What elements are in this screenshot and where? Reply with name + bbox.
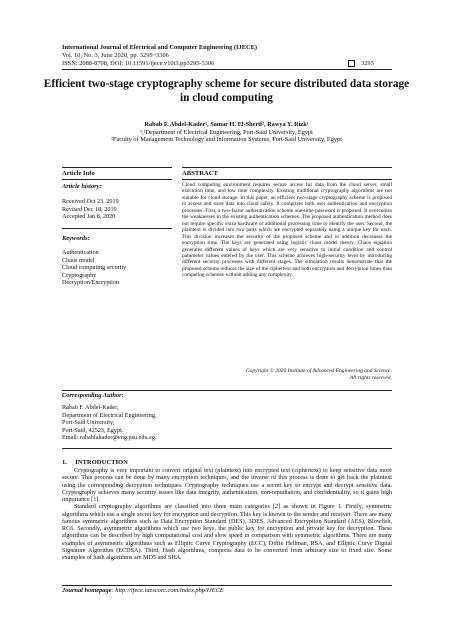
abstract-heading: ABSTRACT xyxy=(182,170,218,177)
article-info-rule xyxy=(62,179,172,180)
square-icon xyxy=(348,60,355,67)
keyword-item: Cloud computing security xyxy=(62,264,127,271)
corresponding-city: Port-Said, 42523, Egypt. xyxy=(62,426,124,434)
copyright-line-2: All rights reserved. xyxy=(349,374,392,381)
affiliation-1: ¹,²Department of Electrical Engineering, Port-Said University, Egypt xyxy=(140,128,313,136)
journal-name: International Journal of Electrical and Computer Engineering (IJECE) xyxy=(62,44,257,51)
page-number: 3295 xyxy=(361,60,374,67)
author-names: Rabab F. Abdel-Kader¹, Samar H. El-Sherif², Rawya Y. Rizk¹ xyxy=(144,121,309,128)
abstract-text: Cloud computing environment requires secure access for data from the cloud server, small execution time, and low time complexity. Existing traditional cryptography algorithms are not suitable for cloud storage. In this paper, an efficient two-stage cryptography scheme is proposed to access and store data into cloud safely. It comprises both user authentication and encryption processes. First, a two-factor authentication scheme one-time password is proposed. It overcomes the weaknesses in the existing authentication schemes. The proposed authentication method does not require specific extra hardware or additional processing time to identify the user. Second, the plaintext is divided into two parts which are encrypted separately using a unique key for each. This division increases the security of the proposed scheme and in addition decreases the encryption time. The keys are generated using logistic chaos model theory. Chaos equation generates different values of keys which are very sensitive to initial condition and control parameter values entered by the user. This scheme achieves high-security level by introducing different security processes with different stages. The simulation results demonstrate that the proposed scheme reduces the size of the ciphertext and both encryption and decryption times than competing schemes without adding any complexity. xyxy=(182,182,392,279)
history-accepted: Accepted Jan 8, 2020 xyxy=(62,213,116,220)
corresponding-details xyxy=(62,404,157,442)
keywords-heading: Keywords: xyxy=(62,235,90,242)
author-block xyxy=(40,121,413,144)
history-revised: Revised Dec 18, 2019 xyxy=(62,205,117,213)
footer-label: Journal homepage xyxy=(62,587,112,594)
abstract-rule xyxy=(182,179,392,180)
article-info-heading: Article Info xyxy=(62,170,95,177)
journal-homepage-link[interactable]: : http://ijece.iaescore.com/index.php/IJECE xyxy=(111,587,224,594)
article-info-top-rule xyxy=(62,167,172,168)
keyword-item: Decryption/Encryption xyxy=(62,279,120,286)
footer-rule xyxy=(62,585,392,586)
keyword-item: Cryptography xyxy=(62,271,97,279)
corresponding-top-rule xyxy=(62,390,392,391)
keywords-rule xyxy=(62,228,172,229)
introduction-paragraph-1: Cryptography is very important to convert original text (plaintext) into encrypted text (ciphertext) to keep sensitive data more secure. This process can be done by many encryption techniques, and the inverse of this process is done to get back the plaintext using the corresponding decryption techniques. Cryptography techniques use a secret key to encrypt and decrypt sensitive data. Cryptography achieves many security issues like data integrity, authentication, non-repudiation, and confidentiality, so it gains high importance [1]. xyxy=(62,468,392,503)
page-number-block xyxy=(348,60,374,68)
history-received: Received Oct 23, 2019 xyxy=(62,198,119,205)
corresponding-bottom-rule xyxy=(62,448,392,449)
issn-line: ISSN: 2088-8708, DOI: 10.11591/ijece.v10i3.pp3295-3306 xyxy=(62,60,215,67)
introduction-paragraph-2: Standard cryptography algorithms are classified into three main categories [2] as shown in Figure 1. Firstly, symmetric algorithms which use a single secret key for encryption and decryption. This key is known to the sender and receiver. There are many famous symmetric algorithms such as Data Encryption Standard (DES), 3DES, Advanced Encryption Standard (AES), Blowfish, RC6. Secondly, asymmetric algorithms which use two keys, the public key for encryption and private key for decryption. These algorithms can be described by high computational cost and slow speed in comparison with symmetric algorithms. There are many examples of asymmetric algorithms such as Elliptic Curve Cryptography (ECC), Diffie Hellman, RSA, and Elliptic Curve Digital Signature Algorithm (ECDSA). Third, Hash algorithms, compress data to be converted from arbitrary size to fixed size. Some examples of hash algorithms are MD5 and SHA. xyxy=(62,504,392,561)
corresponding-heading: Corresponding Author: xyxy=(62,392,124,399)
abstract-top-rule xyxy=(182,167,392,168)
keywords-list xyxy=(62,249,126,287)
affiliation-2: ²Faculty of Management Technology and Information Systems, Port-Said University, Egypt xyxy=(111,136,342,144)
volume-line: Vol. 10, No. 3, June 2020, pp. 3295~3306 xyxy=(62,52,169,59)
introduction-heading: 1. INTRODUCTION xyxy=(62,459,128,466)
corresponding-department: Department of Electrical Engineering, xyxy=(62,411,157,419)
keyword-item: Chaos model xyxy=(62,256,95,264)
keyword-item: Authentication xyxy=(62,249,99,256)
history-heading: Article history: xyxy=(62,183,102,190)
copyright-line-1: Copyright © 2020 Institute of Advanced Engineering and Science. xyxy=(246,368,392,374)
header-rule xyxy=(62,69,392,70)
corresponding-university: Port-Said University, xyxy=(62,419,115,426)
history-list xyxy=(62,198,119,221)
copyright xyxy=(182,368,392,381)
introduction-body xyxy=(62,468,392,562)
paper-title: Efficient two-stage cryptography scheme for secure distributed data storage in cloud computing xyxy=(43,78,410,104)
footer xyxy=(62,587,224,594)
corresponding-name: Rabab F. Abdel-Kader, xyxy=(62,404,119,411)
corresponding-email: Email: rababfakader@eng.psu.edu.eg xyxy=(62,434,155,441)
